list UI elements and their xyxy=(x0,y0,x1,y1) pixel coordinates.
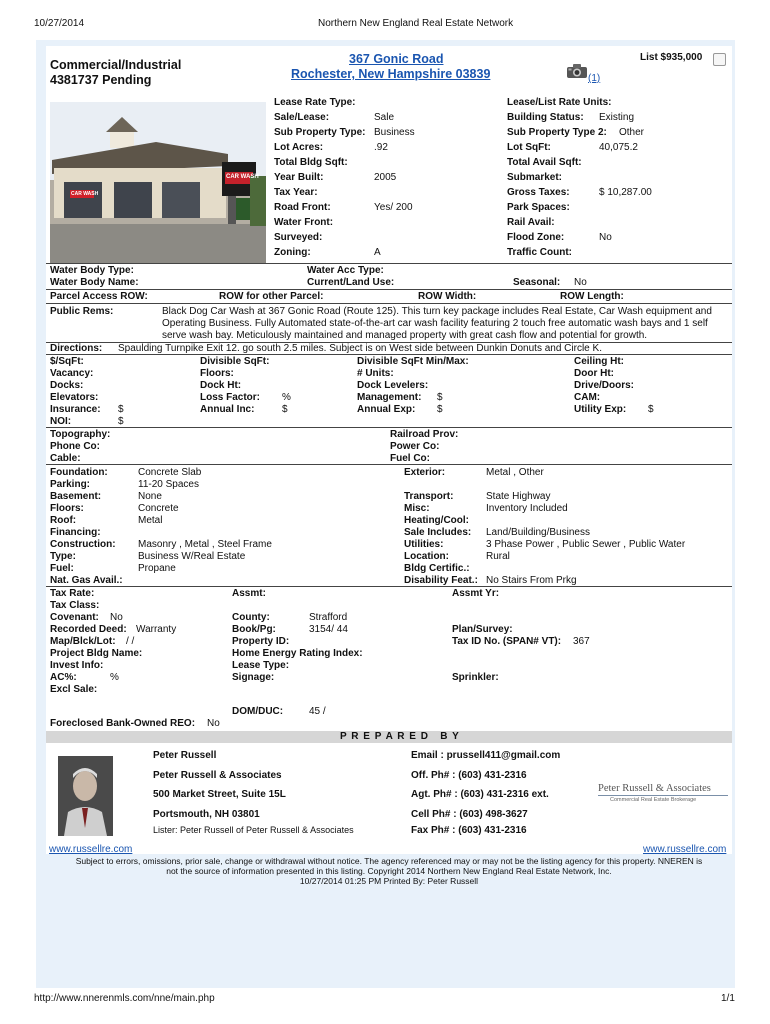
sub-property-type-label: Sub Property Type: xyxy=(274,127,366,138)
docks-label: Docks: xyxy=(50,380,84,391)
invest-info-label: Invest Info: xyxy=(50,660,104,671)
exterior-label: Exterior: xyxy=(404,467,446,478)
lot-acres-label: Lot Acres: xyxy=(274,142,324,153)
divider xyxy=(46,354,732,355)
print-date: 10/27/2014 xyxy=(34,18,85,29)
financing-label: Financing: xyxy=(50,527,101,538)
recorded-deed-label: Recorded Deed: xyxy=(50,624,127,635)
noi-label: NOI: xyxy=(50,416,72,427)
sub-property-type-value: Business xyxy=(374,127,415,138)
power-co-label: Power Co: xyxy=(390,441,440,452)
divider xyxy=(46,586,732,587)
fax-phone: Fax Ph# : (603) 431-2316 xyxy=(411,825,527,836)
sub-property-type-2-value: Other xyxy=(619,127,645,138)
gross-taxes-value: $ 10,287.00 xyxy=(599,187,652,198)
row-width-label: ROW Width: xyxy=(418,291,477,302)
covenant-label: Covenant: xyxy=(50,612,99,623)
price-per-sqft-label: $/SqFt: xyxy=(50,356,84,367)
misc-label: Misc: xyxy=(404,503,430,514)
seasonal-label: Seasonal: xyxy=(513,277,561,288)
misc-value: Inventory Included xyxy=(486,503,568,514)
floors-count-label: Floors: xyxy=(200,368,234,379)
transport-label: Transport: xyxy=(404,491,454,502)
nat-gas-label: Nat. Gas Avail.: xyxy=(50,575,123,586)
company-logo: Peter Russell & Associates xyxy=(598,783,711,794)
book-pg-value: 3154/ 44 xyxy=(309,624,348,635)
list-price: List $935,000 xyxy=(640,52,703,63)
sale-includes-label: Sale Includes: xyxy=(404,527,472,538)
photo-sign-text: CAR WASH xyxy=(226,174,259,180)
basement-value: None xyxy=(138,491,162,502)
signage-label: Signage: xyxy=(232,672,275,683)
railroad-prov-label: Railroad Prov: xyxy=(390,429,459,440)
loss-factor-value: % xyxy=(282,392,291,403)
agent-street: 500 Market Street, Suite 15L xyxy=(153,789,286,800)
total-avail-sqft-label: Total Avail Sqft: xyxy=(507,157,582,168)
lease-type-label: Lease Type: xyxy=(232,660,290,671)
dock-levelers-label: Dock Levelers: xyxy=(357,380,429,391)
divider xyxy=(46,303,732,304)
park-spaces-label: Park Spaces: xyxy=(507,202,570,213)
utilities-value: 3 Phase Power , Public Sewer , Public Water xyxy=(486,539,686,550)
covenant-value: No xyxy=(110,612,123,623)
flood-zone-value: No xyxy=(599,232,612,243)
zoning-value: A xyxy=(374,247,381,258)
tax-year-label: Tax Year: xyxy=(274,187,318,198)
dock-ht-label: Dock Ht: xyxy=(200,380,242,391)
photo-banner-text: CAR WASH xyxy=(71,191,99,197)
water-acc-type-label: Water Acc Type: xyxy=(307,265,384,276)
plan-survey-label: Plan/Survey: xyxy=(452,624,513,635)
lease-list-rate-units-label: Lease/List Rate Units: xyxy=(507,97,612,108)
disability-feat-value: No Stairs From Prkg xyxy=(486,575,577,586)
map-blck-lot-label: Map/Blck/Lot: xyxy=(50,636,116,647)
units-label: # Units: xyxy=(357,368,394,379)
type-value: Business W/Real Estate xyxy=(138,551,246,562)
management-value: $ xyxy=(437,392,443,403)
floors-value: Concrete xyxy=(138,503,179,514)
camera-icon[interactable] xyxy=(566,63,588,79)
reo-value: No xyxy=(207,718,220,729)
tax-id-label: Tax ID No. (SPAN# VT): xyxy=(452,636,562,647)
ac-percent-label: AC%: xyxy=(50,672,77,683)
drive-doors-label: Drive/Doors: xyxy=(574,380,635,391)
water-front-label: Water Front: xyxy=(274,217,334,228)
annual-income-value: $ xyxy=(282,404,288,415)
gross-taxes-label: Gross Taxes: xyxy=(507,187,570,198)
divider xyxy=(46,289,732,290)
divider xyxy=(46,263,732,264)
water-body-type-label: Water Body Type: xyxy=(50,265,134,276)
bldg-certific-label: Bldg Certific.: xyxy=(404,563,470,574)
ac-percent-value: % xyxy=(110,672,119,683)
exterior-value: Metal , Other xyxy=(486,467,544,478)
row-other-parcel-label: ROW for other Parcel: xyxy=(219,291,324,302)
public-remarks-line1: Black Dog Car Wash at 367 Gonic Road (Route 125). This turn key package includes Real Estate, Car Wash equipment and xyxy=(162,306,712,317)
fuel-label: Fuel: xyxy=(50,563,74,574)
disability-feat-label: Disability Feat.: xyxy=(404,575,478,586)
type-label: Type: xyxy=(50,551,76,562)
public-remarks-line2: Operating Business. Fully Automated state-of-the-art car wash facility featuring 2 touch free automatic wash bays and 1 self xyxy=(162,318,708,329)
total-bldg-sqft-label: Total Bldg Sqft: xyxy=(274,157,348,168)
lease-rate-type-label: Lease Rate Type: xyxy=(274,97,356,108)
directions-text: Spaulding Turnpike Exit 12. go south 2.5 miles. Subject is on West side between Dunkin Donuts and Circle K. xyxy=(118,343,602,354)
flood-zone-label: Flood Zone: xyxy=(507,232,565,243)
directions-label: Directions: xyxy=(50,343,103,354)
utilities-label: Utilities: xyxy=(404,539,444,550)
current-land-use-label: Current/Land Use: xyxy=(307,277,395,288)
road-front-label: Road Front: xyxy=(274,202,331,213)
public-remarks-label: Public Rems: xyxy=(50,306,114,317)
foundation-label: Foundation: xyxy=(50,467,108,478)
fuel-co-label: Fuel Co: xyxy=(390,453,430,464)
map-blck-lot-value: / / xyxy=(126,636,135,647)
disclaimer-line1: Subject to errors, omissions, prior sale, change or withdrawal without notice. The agency referenced may or may not be the listing agency for this property. NNEREN is xyxy=(75,856,703,866)
county-value: Strafford xyxy=(309,612,348,623)
loss-factor-label: Loss Factor: xyxy=(200,392,261,403)
traffic-count-label: Traffic Count: xyxy=(507,247,572,258)
agent-city: Portsmouth, NH 03801 xyxy=(153,809,260,820)
sub-property-type-2-label: Sub Property Type 2: xyxy=(507,127,607,138)
agent-email[interactable]: Email : prussell411@gmail.com xyxy=(411,750,561,761)
building-status-label: Building Status: xyxy=(507,112,584,123)
topography-label: Topography: xyxy=(50,429,111,440)
year-built-value: 2005 xyxy=(374,172,397,183)
ceiling-ht-label: Ceiling Ht: xyxy=(574,356,624,367)
prepared-by-heading: P R E P A R E D B Y xyxy=(340,731,460,742)
tax-class-label: Tax Class: xyxy=(50,600,100,611)
cell-phone: Cell Ph# : (603) 498-3627 xyxy=(411,809,528,820)
sprinkler-label: Sprinkler: xyxy=(452,672,499,683)
construction-value: Masonry , Metal , Steel Frame xyxy=(138,539,272,550)
sale-lease-value: Sale xyxy=(374,112,395,123)
disclaimer-line3: 10/27/2014 01:25 PM Printed By: Peter Russell xyxy=(299,876,479,886)
noi-value: $ xyxy=(118,416,124,427)
sale-includes-value: Land/Building/Business xyxy=(486,527,590,538)
divider xyxy=(46,464,732,465)
heating-cool-label: Heating/Cool: xyxy=(404,515,469,526)
listing-type: Commercial/Industrial xyxy=(50,58,182,72)
address-line2-link[interactable]: Rochester, New Hampshire 03839 xyxy=(291,67,491,81)
assmt-yr-label: Assmt Yr: xyxy=(452,588,500,599)
zoning-label: Zoning: xyxy=(274,247,311,258)
public-remarks-line3: serve wash bay. Meticulously maintained and managed property with great cash flow and potential for growth. xyxy=(162,330,648,341)
agent-phone: Agt. Ph# : (603) 431-2316 ext. xyxy=(411,789,549,800)
agent-name: Peter Russell xyxy=(153,750,217,761)
logo-rule xyxy=(598,795,728,796)
parking-value: 11-20 Spaces xyxy=(138,479,199,490)
lot-sqft-label: Lot SqFt: xyxy=(507,142,551,153)
county-label: County: xyxy=(232,612,270,623)
reo-label: Foreclosed Bank-Owned REO: xyxy=(50,718,196,729)
roof-label: Roof: xyxy=(50,515,77,526)
floors-label: Floors: xyxy=(50,503,84,514)
construction-label: Construction: xyxy=(50,539,116,550)
divider xyxy=(46,427,732,428)
disclaimer xyxy=(46,856,732,886)
phone-co-label: Phone Co: xyxy=(50,441,100,452)
disclaimer-line2: not the source of information presented in this listing. Copyright 2014 Northern New England Real Estate Network, Inc. xyxy=(166,866,612,876)
annual-exp-label: Annual Exp: xyxy=(357,404,416,415)
dom-duc-label: DOM/DUC: xyxy=(232,706,284,717)
tax-rate-label: Tax Rate: xyxy=(50,588,95,599)
parcel-access-row-label: Parcel Access ROW: xyxy=(50,291,148,302)
address-line1-link[interactable]: 367 Gonic Road xyxy=(349,52,444,66)
tax-id-value: 367 xyxy=(573,636,590,647)
divisible-min-max-label: Divisible SqFt Min/Max: xyxy=(357,356,469,367)
cam-label: CAM: xyxy=(574,392,601,403)
foundation-value: Concrete Slab xyxy=(138,467,202,478)
company-logo-sub: Commercial Real Estate Brokerage xyxy=(610,797,697,803)
property-photo[interactable] xyxy=(50,102,266,264)
agent-photo xyxy=(58,756,113,836)
website-link-left[interactable]: www.russellre.com xyxy=(49,844,133,855)
home-energy-label: Home Energy Rating Index: xyxy=(232,648,363,659)
road-front-value: Yes/ 200 xyxy=(374,202,413,213)
website-link-right[interactable]: www.russellre.com xyxy=(643,844,727,855)
vacancy-label: Vacancy: xyxy=(50,368,94,379)
recorded-deed-value: Warranty xyxy=(136,624,177,635)
annual-exp-value: $ xyxy=(437,404,443,415)
basement-label: Basement: xyxy=(50,491,102,502)
surveyed-label: Surveyed: xyxy=(274,232,323,243)
seasonal-value: No xyxy=(574,277,587,288)
cable-label: Cable: xyxy=(50,453,81,464)
lister-line: Lister: Peter Russell of Peter Russell & Associates xyxy=(153,825,354,835)
dom-duc-value: 45 / xyxy=(309,706,326,717)
location-label: Location: xyxy=(404,551,449,562)
project-bldg-name-label: Project Bldg Name: xyxy=(50,648,143,659)
utility-exp-value: $ xyxy=(648,404,654,415)
insurance-value: $ xyxy=(118,404,124,415)
print-footer-url: http://www.nnerenmls.com/nne/main.php xyxy=(34,993,215,1004)
lot-acres-value: .92 xyxy=(374,142,388,153)
listing-id-status: 4381737 Pending xyxy=(50,73,152,87)
print-footer-page: 1/1 xyxy=(721,993,735,1004)
submarket-label: Submarket: xyxy=(507,172,563,183)
print-title: Northern New England Real Estate Network xyxy=(318,18,514,29)
rail-avail-label: Rail Avail: xyxy=(507,217,555,228)
elevators-label: Elevators: xyxy=(50,392,99,403)
select-checkbox[interactable] xyxy=(713,53,726,66)
utility-exp-label: Utility Exp: xyxy=(574,404,627,415)
management-label: Management: xyxy=(357,392,422,403)
parking-label: Parking: xyxy=(50,479,91,490)
year-built-label: Year Built: xyxy=(274,172,324,183)
agent-company: Peter Russell & Associates xyxy=(153,770,282,781)
transport-value: State Highway xyxy=(486,491,551,502)
property-id-label: Property ID: xyxy=(232,636,290,647)
door-ht-label: Door Ht: xyxy=(574,368,614,379)
water-body-name-label: Water Body Name: xyxy=(50,277,139,288)
roof-value: Metal xyxy=(138,515,163,526)
excl-sale-label: Excl Sale: xyxy=(50,684,98,695)
book-pg-label: Book/Pg: xyxy=(232,624,276,635)
building-status-value: Existing xyxy=(599,112,635,123)
office-phone: Off. Ph# : (603) 431-2316 xyxy=(411,770,527,781)
assmt-label: Assmt: xyxy=(232,588,266,599)
photo-count-link[interactable]: (1) xyxy=(588,73,601,84)
annual-income-label: Annual Inc: xyxy=(200,404,255,415)
row-length-label: ROW Length: xyxy=(560,291,624,302)
lot-sqft-value: 40,075.2 xyxy=(599,142,638,153)
sale-lease-label: Sale/Lease: xyxy=(274,112,330,123)
insurance-label: Insurance: xyxy=(50,404,101,415)
divisible-sqft-label: Divisible SqFt: xyxy=(200,356,270,367)
fuel-value: Propane xyxy=(138,563,176,574)
location-value: Rural xyxy=(486,551,510,562)
